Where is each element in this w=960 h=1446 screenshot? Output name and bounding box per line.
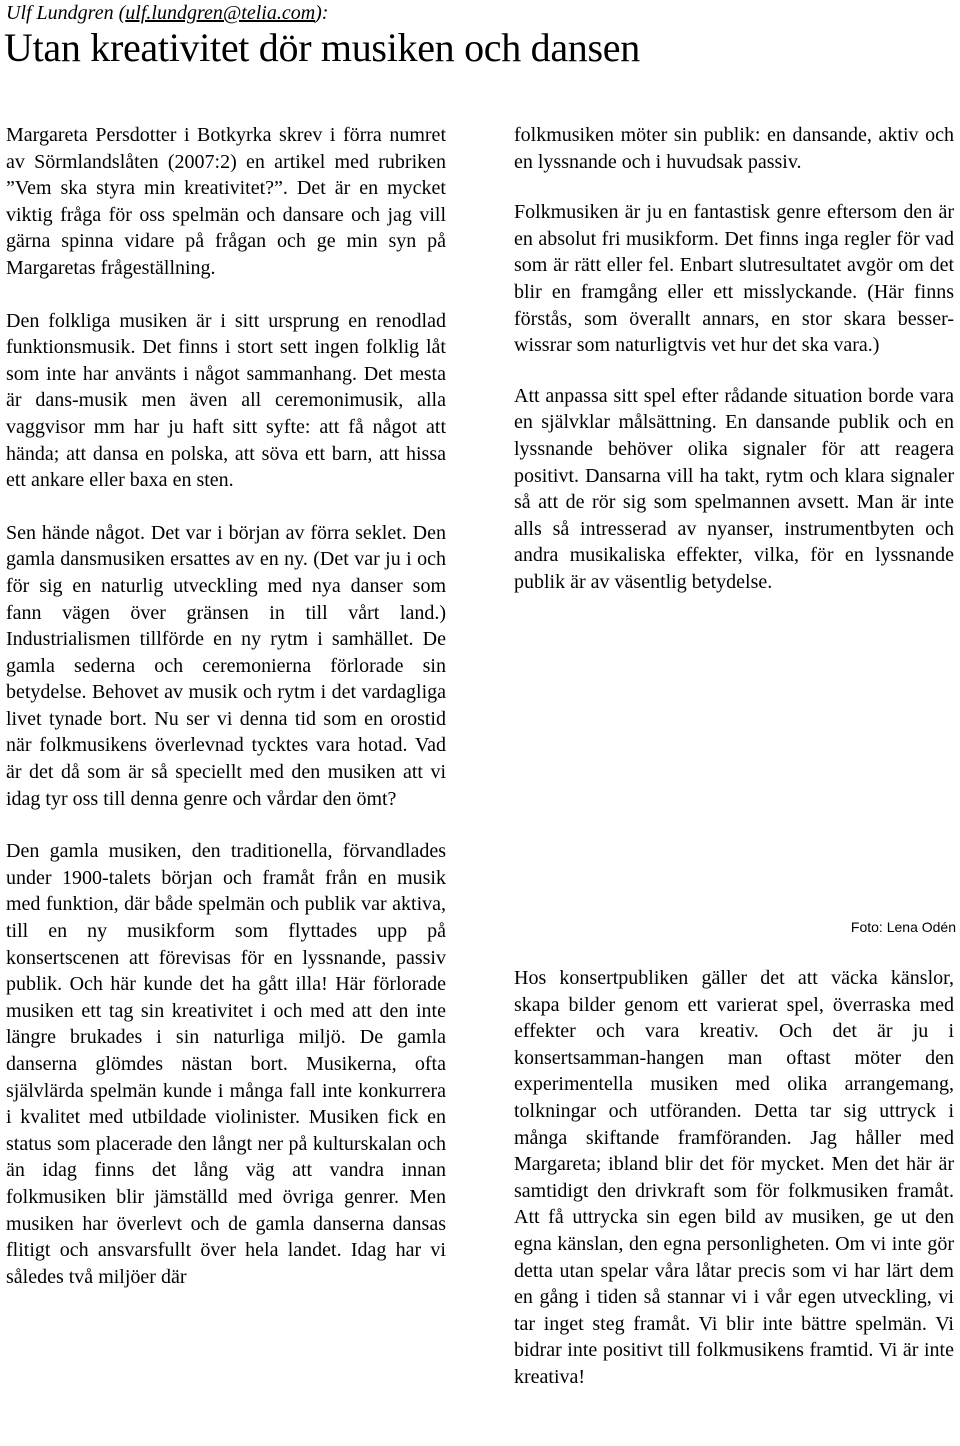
right-column-top: [514, 122, 954, 620]
left-column: [6, 122, 446, 1316]
article-title: Utan kreativitet dör musiken och dansen: [4, 25, 640, 70]
paragraph: Sen hände något. Det var i början av förra seklet. Den gamla dansmusiken ersattes av en ny. (Det var ju i och för sig en naturlig utveckling med nya danser som fann vägen över gränsen in till vårt land.) Industrialismen tillförde en ny rytm i samhället. De gamla sederna och ceremonierna förlorade sin betydelse. Behovet av musik och rytm i det vardagliga livet tynade bort. Nu ser vi denna tid som en orostid när folkmusikens överlevnad tycktes vara hotad. Vad är det då som är så speciellt med den musiken att vi idag tyr oss till denna genre och vårdar den ömt?: [6, 521, 446, 810]
paragraph: Hos konsertpubliken gäller det att väcka känslor, skapa bilder genom ett varierat spel, överraska med effekter och vara kreativ. Och det är ju i konsertsamman-hangen man oftast möter den experimentella musiken med olika arrangemang, tolkningar och utföranden. Detta tar sig uttryck i många skiftande framföranden. Jag håller med Margareta; ibland blir det för mycket. Men det här är samtidigt den drivkraft som för folkmusiken framåt. Att få uttrycka sin egen bild av musiken, ge ut den egna känslan, den egna personligheten. Om vi inte gör detta utan spelar våra låtar precis som vi har lärt dem en gång i tiden så stannar vi i vår egen utveckling, vi tar inget steg framåt. Vi blir inte bättre spelmän. Vi bidrar inte positivt till folkmusikens framtid. Vi är inte kreativa!: [514, 967, 954, 1388]
paragraph: Den folkliga musiken är i sitt ursprung en renodlad funktionsmusik. Det finns i stort sett ingen folklig låt som inte har använts i något sammanhang. Det mesta är dans-musik men även all ceremonimusik, alla vaggvisor mm har ju haft sitt syfte: att få något att hända; att dansa en polska, att söva ett barn, att hissa ett ankare eller baxa en sten.: [6, 309, 446, 492]
author-email-link[interactable]: ulf.lundgren@telia.com: [125, 2, 316, 24]
photo-caption: Foto: Lena Odén: [850, 919, 956, 935]
paragraph: Den gamla musiken, den traditionella, förvandlades under 1900-talets början och framåt från en musik med funktion, där både spelmän och publik var aktiva, till en ny musikform som flyttades upp på konsertscenen att förevisas för en lyssnande, passiv publik. Och här kunde det ha gått illa! Här förlorade musiken ett tag sin kreativitet i och med att den inte längre brukades i sin naturliga miljö. De gamla danserna glömdes nästan bort. Musikerna, ofta självlärda spelmän kunde i många fall inte konkurrera i kvalitet med utbildade violinister. Musiken fick en status som placerade den långt ner på kulturskalan och än idag finns det lång väg att vandra innan folkmusiken blir jämställd med övriga genrer. Men musiken har överlevt och de gamla danserna dansas flitigt och ansvarsfullt över hela landet. Idag har vi således två miljöer där: [6, 840, 446, 1288]
paragraph: Margareta Persdotter i Botkyrka skrev i förra numret av Sörmlandslåten (2007:2) en artikel med rubriken ”Vem ska styra min kreativitet?”. Det är en mycket viktig fråga för oss spelmän och dansare och jag vill gärna spinna vidare på frågan och ge min syn på Margaretas frågeställning.: [6, 124, 446, 279]
byline: [6, 0, 328, 26]
paragraph: folkmusiken möter sin publik: en dansande, aktiv och en lyssnande och i huvudsak passiv.: [514, 124, 954, 173]
paragraph: Att anpassa sitt spel efter rådande situation borde vara en självklar målsättning. En dansande publik och en lyssnande behöver olika signaler för att reagera positivt. Dansarna vill ha takt, rytm och klara signaler så att de rör sig som spelmannen avsett. Man är inte alls så intresserad av nyanser, instrumentbyten och andra musikaliska effekter, vilka, för en lyssnande publik är av väsentlig betydelse.: [514, 384, 954, 593]
author-name: Ulf Lundgren: [6, 2, 114, 24]
byline-open: (: [113, 2, 126, 24]
byline-close: ):: [315, 2, 329, 24]
right-column-bottom: [514, 965, 954, 1417]
paragraph: Folkmusiken är ju en fantastisk genre eftersom den är en absolut fri musikform. Det finns inga regler för vad som är rätt eller fel. Enbart slutresultatet avgör om det blir en framgång eller ett misslyckande. (Här finns förstås, som överallt annars, en stor skara besser-wissrar som naturligtvis vet hur det ska vara.): [514, 201, 954, 357]
